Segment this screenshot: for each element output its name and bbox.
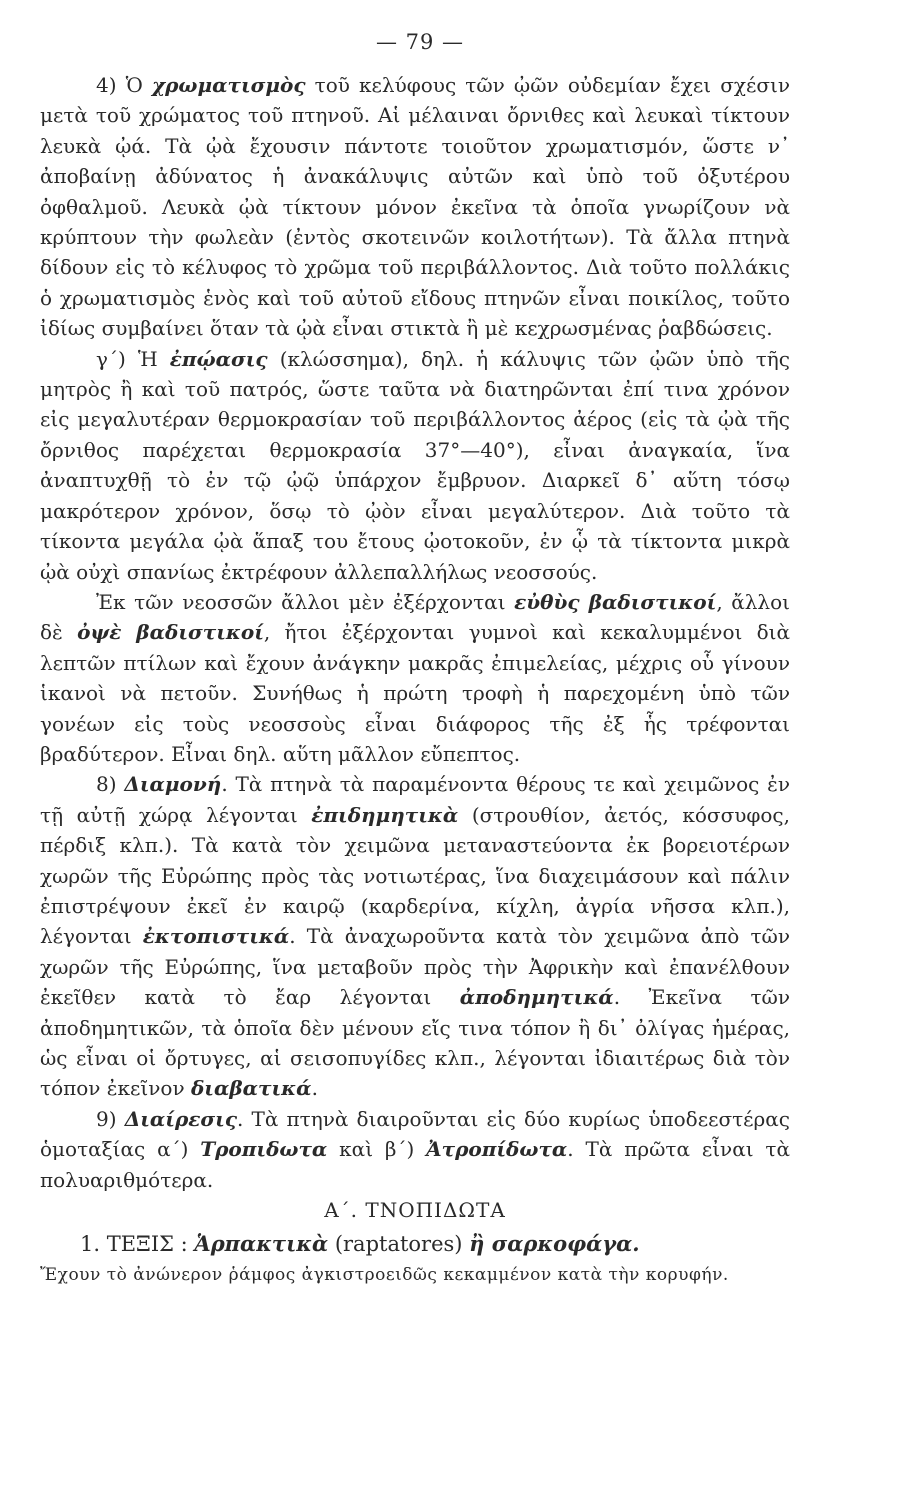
paragraph-incubation-intro: γ΄) Ἡ	[96, 346, 170, 371]
term-transit: διαβατικά	[190, 1076, 312, 1101]
page-number: — 79 —	[375, 30, 465, 54]
term-migratory: ἀποδημητικά	[459, 985, 614, 1010]
term-division: Διαίρεσις	[124, 1106, 238, 1131]
paragraph-chicks	[40, 587, 790, 769]
paragraph-division-text-3: . Τὰ πρῶτα εἶναι τὰ πολυαριθμότερα.	[40, 1137, 790, 1192]
term-coloration: χρωματισμὸς	[151, 73, 306, 97]
paragraph-residence-intro: 8)	[96, 772, 125, 797]
paragraph-coloration-intro: 4) Ὁ	[96, 73, 152, 97]
paragraph-residence	[40, 769, 790, 1103]
paragraph-chicks-intro: Ἐκ τῶν νεοσσῶν ἄλλοι μὲν ἐξέρχονται	[96, 589, 515, 614]
order-description: Ἔχουν τὸ ἀνώνερον ῥάμφος ἀγκιστροειδῶς κεκαμμένον κατὰ τὴν κορυφήν.	[40, 1264, 729, 1285]
term-carinatae: Τροπιδωτα	[200, 1137, 328, 1162]
paragraph-residence-text-1: . Τὰ πτηνὰ τὰ παραμένοντα θέρους τε καὶ χειμῶνος ἐν τῇ αὐτῇ χώρᾳ λέγονται	[40, 772, 790, 827]
paragraph-division-text-2: καὶ β΄)	[327, 1137, 427, 1162]
section-heading: Α΄. ΤΝΟΠΙΔΩΤΑ	[324, 1198, 506, 1223]
term-ratitae: Ἀτροπίδωτα	[426, 1137, 568, 1162]
paragraph-division-text-1: . Τὰ πτηνὰ διαιροῦνται εἰς δύο κυρίως ὑποδεεστέρας ὁμοταξίας α΄)	[40, 1106, 790, 1162]
term-incubation: ἐπῴασις	[169, 346, 268, 371]
order-label: 1. ΤΕΞΙΣ :	[80, 1232, 195, 1257]
paragraph-residence-text-3: . Τὰ ἀναχωροῦντα κατὰ τὸν χειμῶνα ἀπὸ τῶν χωρῶν τῆς Εὐρώπης, ἵνα μεταβοῦν πρὸς τὴν Ἀφρικὴν καὶ ἐπανέλθουν ἐκεῖθεν κατὰ τὸ ἔαρ λέγονται	[40, 924, 790, 1010]
term-altricial: ὀψὲ βαδιστικοί	[77, 620, 264, 645]
order-latin: (raptatores)	[328, 1232, 470, 1257]
order-name: Ἁρπακτικὰ	[194, 1231, 329, 1257]
paragraph-incubation	[40, 344, 790, 587]
order-alt-name: ἢ σαρκοφάγα.	[469, 1231, 640, 1257]
paragraph-division	[40, 1104, 790, 1195]
term-precocial: εὐθὺς βαδιστικοί	[514, 589, 717, 614]
body-text	[40, 70, 790, 1290]
term-residence: Διαμονή	[124, 772, 222, 797]
paragraph-residence-text-4: . Ἐκεῖνα τῶν ἀποδημητικῶν, τὰ ὁποῖα δὲν μένουν εἴς τινα τόπον ἢ δι᾽ ὀλίγας ἡμέρας, ὡς εἶναι οἱ ὄρτυγες, αἱ σεισοπυγίδες κλπ., λέγονται ἰδιαιτέρως διὰ τὸν τόπον ἐκεῖνον	[40, 985, 791, 1101]
paragraph-coloration	[40, 70, 790, 344]
paragraph-coloration-text: τοῦ κελύφους τῶν ᾠῶν οὐδεμίαν ἔχει σχέσιν μετὰ τοῦ χρώματος τοῦ πτηνοῦ. Αἱ μέλαιναι ὄρνιθες καὶ λευκαὶ τίκτουν λευκὰ ᾠά. Τὰ ᾠὰ ἔχουσιν πάντοτε τοιοῦτον χρωματισμόν, ὥστε ν᾽ ἀποβαίνῃ ἀδύνατος ἡ ἀνακάλυψις αὐτῶν καὶ ὑπὸ τοῦ ὀξυτέρου ὀφθαλμοῦ. Λευκὰ ᾠὰ τίκτουν μόνον ἐκεῖνα τὰ ὁποῖα γνωρίζουν νὰ κρύπτουν τὴν φωλεὰν (ἐντὸς σκοτεινῶν κοιλοτήτων). Τὰ ἄλλα πτηνὰ δίδουν εἰς τὸ κέλυφος τὸ χρῶμα τοῦ περιβάλλοντος. Διὰ τοῦτο πολλάκις ὁ χρωματισμὸς ἑνὸς καὶ τοῦ αὐτοῦ εἴδους πτηνῶν εἶναι ποικίλος, τοῦτο ἰδίως συμβαίνει ὅταν τὰ ᾠὰ εἶναι στικτὰ ἢ μὲ κεχρωσμένας ῥαβδώσεις.	[40, 73, 790, 341]
term-resident: ἐπιδημητικὰ	[311, 802, 459, 827]
paragraph-division-intro: 9)	[96, 1106, 125, 1131]
paragraph-chicks-mid: , ἄλλοι δὲ	[40, 589, 790, 645]
paragraph-chicks-text: , ἤτοι ἐξέρχονται γυμνοὶ καὶ κεκαλυμμένοι διὰ λεπτῶν πτίλων καὶ ἔχουν ἀνάγκην μακρᾶς ἐπιμελείας, μέχρις οὗ γίνουν ἱκανοὶ νὰ πετοῦν. Συνήθως ἡ πρώτη τροφὴ ἡ παρεχομένη ὑπὸ τῶν γονέων εἰς τοὺς νεοσσοὺς εἶναι διάφορος τῆς ἐξ ἧς τρέφονται βραδύτερον. Εἶναι δηλ. αὕτη μᾶλλον εὔπεπτος.	[40, 620, 791, 766]
paragraph-incubation-text: (κλώσσημα), δηλ. ἡ κάλυψις τῶν ᾠῶν ὑπὸ τῆς μητρὸς ἢ καὶ τοῦ πατρός, ὥστε ταῦτα νὰ διατηρῶνται ἐπί τινα χρόνον εἰς μεγαλυτέραν θερμοκρασίαν τοῦ περιβάλλοντος ἀέρος (εἰς τὰ ᾠὰ τῆς ὄρνιθος παρέχεται θερμοκρασία 37°—40°), εἶναι ἀναγκαία, ἵνα ἀναπτυχθῇ τὸ ἐν τῷ ᾠῷ ὑπάρχον ἔμβρυον. Διαρκεῖ δ᾽ αὕτη τόσῳ μακρότερον χρόνον, ὅσῳ τὸ ᾠὸν εἶναι μεγαλύτερον. Διὰ τοῦτο τὰ τίκοντα μεγάλα ᾠὰ ἅπαξ του ἔτους ᾠοτοκοῦν, ἐν ᾧ τὰ τίκτοντα μικρὰ ᾠὰ οὐχὶ σπανίως ἐκτρέφουν ἀλλεπαλλήλως νεοσσούς.	[40, 346, 790, 584]
paragraph-residence-text-5: .	[311, 1076, 318, 1101]
term-displaced: ἐκτοπιστικά	[142, 924, 290, 949]
order-heading	[40, 1229, 790, 1259]
paragraph-residence-text-2: (στρουθίον, ἀετός, κόσσυφος, πέρδιξ κλπ.). Τὰ κατὰ τὸν χειμῶνα μεταναστεύοντα ἐκ βορειοτέρων χωρῶν τῆς Εὐρώπης πρὸς τὰς νοτιωτέρας, ἵνα διαχειμάσουν καὶ πάλιν ἐπιστρέψουν ἐκεῖ ἐν καιρῷ (καρδερίνα, κίχλη, ἀγρία νῆσσα κλπ.), λέγονται	[40, 802, 790, 949]
